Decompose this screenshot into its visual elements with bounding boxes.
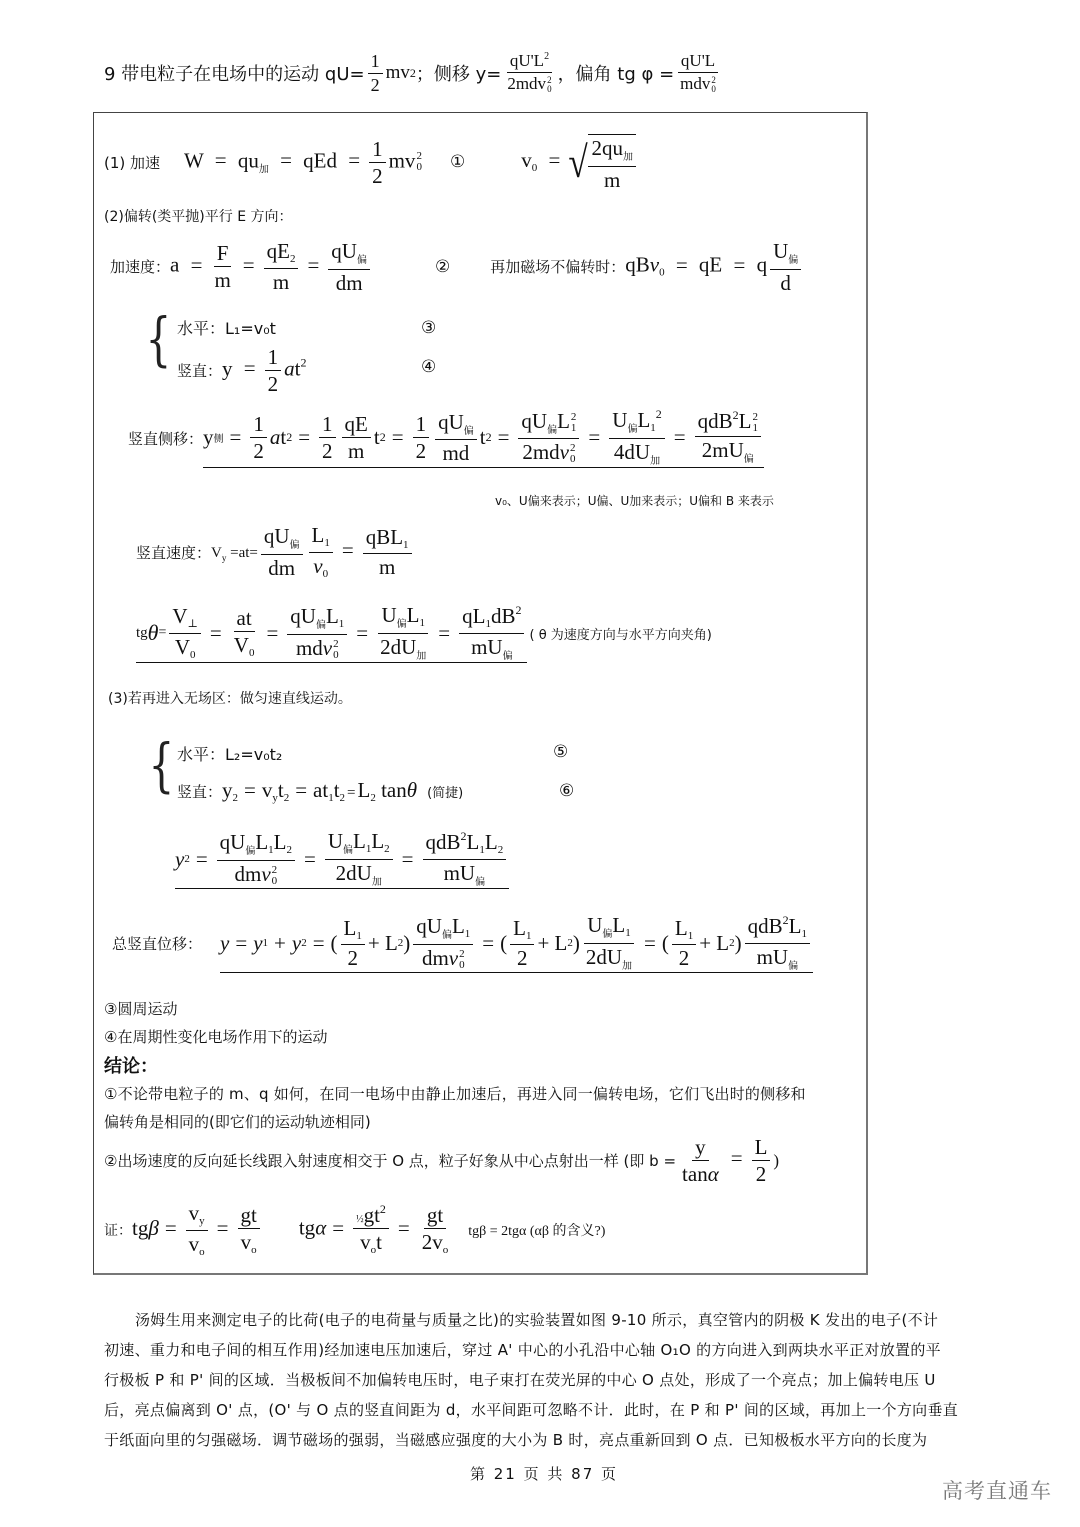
- vertical-2-formula: $y_2 = v_yt_2 = at_1t_2 =L_2$ tanθ: [222, 778, 418, 804]
- marker-5: ⑤: [553, 742, 569, 762]
- tan-beta-formula: tgβ = $\frac{v_y}{v_o}$ = $\frac{gt}{v_o}$: [132, 1202, 263, 1258]
- horizontal-2-text: 水平：L₂=v₀t₂: [177, 745, 283, 764]
- half-fraction: $\frac{1}{2}$: [368, 52, 383, 95]
- conclusion-1-line-2: 偏转角是相同的(即它们的运动轨迹相同): [104, 1113, 371, 1131]
- circular-motion-item: ③圆周运动: [104, 1000, 178, 1018]
- title-text: 9 带电粒子在电场中的运动 qU=: [104, 64, 365, 86]
- accel-a-row: [110, 240, 804, 294]
- conclusion-2-text: ②出场速度的反向延长线跟入射速度相交于 O 点，粒子好象从中心点射出一样 (即 b =: [104, 1152, 677, 1171]
- paragraph-line: 行极板 P 和 P' 间的区域．当极板间不加偏转电压时，电子束打在荧光屏的中心 O 点处，形成了一个亮点；加上偏转电压 U: [104, 1371, 936, 1389]
- marker-2: ②: [434, 256, 451, 277]
- vertical-2-label: 竖直：: [177, 782, 223, 801]
- paragraph-line: 初速、重力和电子间的相互作用)经加速电压加速后，穿过 A' 中心的小孔沿中心轴 O₁O 的方向进入到两块水平正对放置的平: [104, 1341, 941, 1359]
- y2-formula: y 2 = $qU_偏L_1L_2$ dmv 2 0 = $\frac{U_偏L_1L_2}{2dU_加}$ = $\frac{qdB^2L_1L_2}{mU_偏}$: [175, 830, 509, 889]
- lateral-label: 竖直侧移：: [128, 429, 204, 448]
- page-number: 第 21 页 共 87 页: [470, 1465, 619, 1483]
- mv-text: mv: [385, 62, 410, 84]
- vertical-1-label: 竖直：: [177, 362, 223, 381]
- accel-formula: $W = qu_加$ = qEd = $\frac{1}{2}$ mv 2 0: [184, 136, 422, 188]
- accel-a-formula: a = $\frac{F}{m}$ = $\frac{qE_2}{m}$ = $\frac{qU_偏}{dm}$: [170, 240, 373, 294]
- angle-fraction: qU'L mdv 2 0: [677, 52, 719, 94]
- proof-row: [104, 1202, 605, 1258]
- conclusion-2-tail: ): [773, 1150, 780, 1170]
- periodic-field-item: ④在周期性变化电场作用下的运动: [104, 1028, 328, 1046]
- vertical-note: (简捷): [427, 785, 464, 801]
- vertical-1-formula: y = $\frac{1}{2}$ $at^2$: [222, 345, 307, 397]
- vy-label: 竖直速度：: [136, 543, 212, 562]
- conclusion-heading: 结论：: [104, 1056, 158, 1077]
- watermark: 高考直通车: [942, 1479, 1052, 1503]
- paragraph-line: 汤姆生用来测定电子的比荷(电子的电荷量与质量之比)的实验装置如图 9-10 所示，真空管内的阴极 K 发出的电子(不计: [135, 1311, 939, 1329]
- lateral-formula: y 侧 = $\frac{1}{2}$ a t 2 = $\frac{1}{2}$ $\frac{qE}{m}$ t 2 = $\frac{1}{2}$ $\frac{qU_偏}{md}$ t 2 = $qU_偏L$ 2 1 2mdv 2 0 = $\frac{U_偏L_1^2}{4dU_加}$ = qdB$^2$L 2 1 $2mU_偏$: [203, 408, 764, 468]
- b-formula: $\frac{y}{\tan\alpha}$ = $\frac{L}{2}$: [676, 1136, 773, 1185]
- horizontal-row-1: [177, 316, 276, 339]
- vy-formula: $V_y =at=$ $\frac{qU_偏}{dm}$ $\frac{L_1}{v_0}$ = $\frac{qBL_1}{m}$: [211, 524, 415, 580]
- marker-1: ①: [449, 152, 466, 173]
- marker-6: ⑥: [559, 781, 575, 801]
- fieldfree-heading: (3)若再进入无场区：做匀速直线运动。: [108, 691, 352, 707]
- angle-label: ，偏角 tg φ =: [557, 64, 675, 86]
- tan-note: ( θ 为速度方向与水平方向夹角): [529, 628, 712, 644]
- paragraph-line: 于纸面向里的匀强磁场．调节磁场的强弱，当磁感应强度的大小为 B 时，亮点重新回到 O 点．已知极板水平方向的长度为: [104, 1431, 928, 1449]
- magnetic-formula: qBv$_0$ = qE = q $\frac{U_偏}{d}$: [625, 240, 804, 294]
- vertical-row-2: [177, 778, 463, 804]
- conclusion-2-row: [104, 1136, 779, 1185]
- vy-row: [136, 524, 415, 580]
- lateral-row: [128, 408, 764, 468]
- marker-4: ④: [421, 357, 437, 377]
- accel-label: (1) 加速: [104, 153, 161, 172]
- brace-icon: {: [148, 731, 175, 799]
- y2-row: [175, 830, 509, 889]
- accel-row: [104, 134, 636, 191]
- horizontal-1-text: 水平：L₁=v₀t: [177, 319, 276, 338]
- vertical-row-1: [177, 346, 306, 395]
- proof-label: 证：: [104, 1223, 132, 1240]
- proof-note: tgβ = 2tgα (αβ 的含义?): [468, 1224, 606, 1240]
- brace-icon: {: [145, 305, 172, 373]
- marker-3: ③: [421, 318, 437, 338]
- lateral-label: ；侧移 y=: [415, 64, 502, 86]
- v0-formula: $v_0$ = √ $\frac{2qu_加}{m}$: [521, 134, 636, 191]
- lateral-fraction: $qU'L^2$ 2mdv 2 0: [507, 51, 552, 95]
- conclusion-1-line-1: ①不论带电粒子的 m、q 如何，在同一电场中由静止加速后，再进入同一偏转电场，它们飞出时的侧移和: [104, 1085, 806, 1103]
- section-title: 9 带电粒子在电场中的运动 qU= $\frac{1}{2}$ mv 2 ；侧移 y= $qU'L^2$ 2mdv 2 0 ，偏角 tg φ = qU'L mdv 2 0: [104, 52, 722, 95]
- total-row: [112, 914, 813, 973]
- tan-alpha-formula: tgα = $\frac{\frac{1}{2}gt^2}{v_ot}$ = $\frac{gt}{2v_o}$: [298, 1202, 449, 1257]
- deflection-heading: (2)偏转(类平抛)平行 E 方向：: [104, 209, 293, 225]
- total-formula: y = y 1 + y 2 = ( $\frac{L_1}{2}$ + L 2 ) $qU_偏L_1$ dmv 2 0 = ( $\frac{L_1}{2}$ + L 2 ) $\frac{U_偏L_1}{2dU_加}$ = ( $\frac{L_1}{2}$ + L 2 ) $\frac{qdB^2L_1}{mU_偏}$: [220, 914, 813, 973]
- total-label: 总竖直位移：: [112, 935, 203, 954]
- tan-theta-row: [136, 604, 712, 663]
- tan-theta-formula: tg θ = $\frac{V_\perp}{V_0}$ = $\frac{at}{V_0}$ = $qU_偏L_1$ mdv 2 0 = $\frac{U_偏L_1}{2dU_加}$ = $\frac{qL_1dB^2}{mU_偏}$: [136, 604, 527, 663]
- lateral-note: v₀、U偏来表示；U偏、U加来表示；U偏和 B 来表示: [495, 494, 774, 508]
- paragraph-line: 后，亮点偏离到 O' 点，(O' 与 O 点的竖直间距为 d，水平间距可忽略不计．此时，在 P 和 P' 间的区域，再加上一个方向垂直: [104, 1401, 959, 1419]
- accel-a-label: 加速度：: [110, 258, 171, 277]
- magnetic-label: 再加磁场不偏转时：: [490, 258, 626, 277]
